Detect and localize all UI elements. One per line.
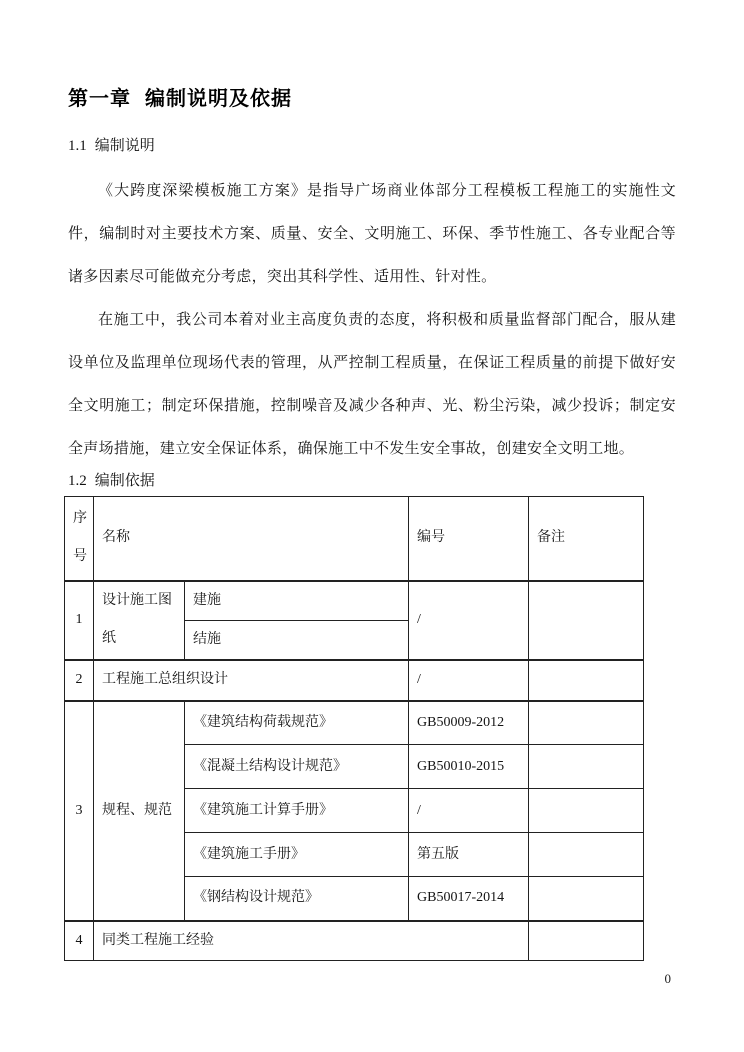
code-cell: GB50010-2015 — [409, 745, 529, 789]
name-cell: 同类工程施工经验 — [94, 921, 529, 961]
section-number: 1.2 — [68, 473, 87, 489]
remark-cell — [529, 921, 644, 961]
section-title: 编制说明 — [94, 138, 155, 154]
standard-name-cell: 《建筑结构荷载规范》 — [185, 701, 409, 745]
name-cell: 规程、规范 — [94, 701, 185, 921]
header-index-cell: 序号 — [65, 497, 94, 581]
section-number: 1.1 — [68, 138, 87, 154]
table-row — [65, 581, 644, 621]
standard-name-cell: 《钢结构设计规范》 — [185, 877, 409, 921]
paragraph-compilation-description-2: 在施工中，我公司本着对业主高度负责的态度，将积极和质量监督部门配合，服从建设单位及监理单位现场代表的管理，从严控制工程质量，在保证工程质量的前提下做好安全文明施工；制定环保措施，控制噪音及减少各种声、光、粉尘污染，减少投诉；制定安全声场措施，建立安全保证体系，确保施工中不发生安全事故，创建安全文明工地。 — [68, 312, 676, 457]
code-cell: GB50017-2014 — [409, 877, 529, 921]
section-title: 编制依据 — [94, 473, 155, 489]
section-heading-1-1 — [68, 136, 676, 156]
remark-cell — [529, 745, 644, 789]
table-row — [65, 660, 644, 701]
chapter-title: 编制说明及依据 — [145, 88, 292, 110]
header-code-cell: 编号 — [409, 497, 529, 581]
standard-name-cell: 《建筑施工手册》 — [185, 833, 409, 877]
row-index-cell: 3 — [65, 701, 94, 921]
standard-name-cell: 《建筑施工计算手册》 — [185, 789, 409, 833]
name-cell: 工程施工总组织设计 — [94, 660, 409, 701]
code-cell: GB50009-2012 — [409, 701, 529, 745]
chapter-heading — [68, 86, 676, 112]
remark-cell — [529, 581, 644, 660]
table-row — [65, 701, 644, 745]
sub-name-cell: 建施 — [185, 581, 409, 621]
remark-cell — [529, 660, 644, 701]
row-index-cell: 1 — [65, 581, 94, 660]
standard-name-cell: 《混凝土结构设计规范》 — [185, 745, 409, 789]
remark-cell — [529, 833, 644, 877]
code-cell: / — [409, 581, 529, 660]
name-cell: 设计施工图纸 — [94, 581, 185, 660]
page-number: 0 — [664, 971, 671, 986]
table-row — [65, 921, 644, 961]
row-index-cell: 2 — [65, 660, 94, 701]
chapter-label: 第一章 — [68, 88, 131, 110]
code-cell: / — [409, 789, 529, 833]
section-heading-1-2 — [68, 471, 676, 491]
remark-cell — [529, 789, 644, 833]
row-index-cell: 4 — [65, 921, 94, 961]
header-name-cell: 名称 — [94, 497, 409, 581]
header-remark-cell: 备注 — [529, 497, 644, 581]
sub-name-cell: 结施 — [185, 620, 409, 660]
remark-cell — [529, 701, 644, 745]
compilation-basis-table — [64, 496, 644, 961]
code-cell: / — [409, 660, 529, 701]
paragraph-compilation-description-1: 《大跨度深梁模板施工方案》是指导广场商业体部分工程模板工程施工的实施性文件，编制时对主要技术方案、质量、安全、文明施工、环保、季节性施工、各专业配合等诸多因素尽可能做充分考虑，突出其科学性、适用性、针对性。 — [68, 183, 676, 285]
code-cell: 第五版 — [409, 833, 529, 877]
remark-cell — [529, 877, 644, 921]
table-header-row — [65, 497, 644, 581]
